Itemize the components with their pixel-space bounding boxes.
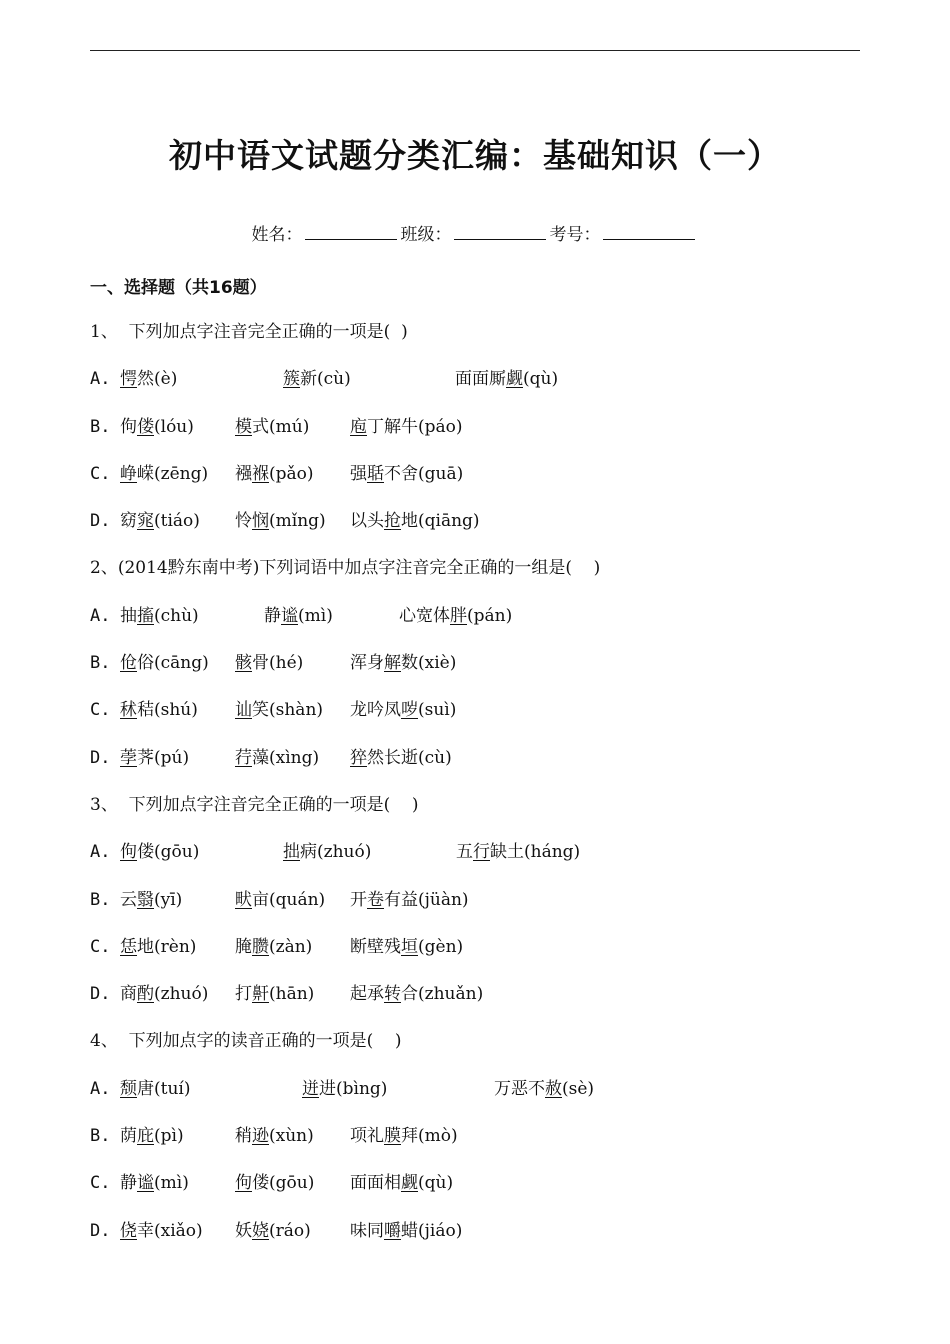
question-stem: 3、 下列加点字注音完全正确的一项是( ) — [90, 794, 419, 815]
word-text: 万恶不 — [494, 1078, 545, 1099]
name-label: 姓名： — [251, 225, 303, 245]
word-text: (mì) — [298, 605, 333, 626]
option-word — [235, 507, 350, 535]
answer-option[interactable] — [90, 460, 870, 507]
option-word — [120, 838, 283, 866]
option-word — [120, 744, 235, 772]
option-word — [120, 507, 235, 535]
option-word — [120, 1122, 235, 1150]
word-text: 强 — [350, 463, 367, 484]
option-label: B. — [90, 416, 111, 437]
marked-character: 娆 — [252, 1220, 269, 1241]
option-word — [120, 649, 235, 677]
marked-character: 颓 — [120, 1078, 137, 1099]
word-text: 荫 — [120, 1126, 137, 1147]
marked-character: 卷 — [367, 889, 384, 910]
option-word — [120, 1075, 302, 1103]
word-text: (pán) — [467, 605, 513, 626]
option-word — [494, 1075, 594, 1103]
word-text: (zhuó) — [154, 984, 209, 1005]
word-text: 项礼 — [350, 1126, 384, 1147]
option-word — [120, 933, 235, 961]
marked-character: 畎 — [235, 889, 252, 910]
word-text: 面面相 — [350, 1173, 401, 1194]
word-text: 窈 — [120, 511, 137, 532]
word-text: (pì) — [154, 1126, 184, 1147]
word-text: 开 — [350, 889, 367, 910]
marked-character: 窕 — [137, 511, 154, 532]
word-text: 地(qiāng) — [401, 511, 480, 532]
word-text: 然(è) — [137, 369, 178, 390]
word-text: 浑身 — [350, 653, 384, 674]
word-text: (mì) — [154, 1173, 189, 1194]
answer-option[interactable] — [90, 365, 870, 412]
word-text: (qù) — [418, 1173, 454, 1194]
option-word — [235, 413, 350, 441]
option-word — [283, 365, 455, 393]
marked-character: 讪 — [235, 700, 252, 721]
word-text: 藻(xìng) — [252, 747, 320, 768]
option-label: B. — [90, 1126, 111, 1147]
marked-character: 行 — [473, 842, 490, 863]
option-label: B. — [90, 653, 111, 674]
word-text: 地(rèn) — [137, 936, 197, 957]
word-text: 偻(gōu) — [137, 842, 200, 863]
option-word — [350, 507, 480, 535]
student-info — [0, 220, 950, 245]
option-word — [235, 1217, 350, 1245]
word-text: 唐(tuí) — [137, 1078, 191, 1099]
option-label: C. — [90, 936, 111, 957]
marked-character: 鼾 — [252, 984, 269, 1005]
answer-option[interactable] — [90, 1075, 870, 1122]
marked-character: 垣 — [401, 936, 418, 957]
word-text: 病(zhuó) — [300, 842, 372, 863]
word-text: (pǎo) — [269, 463, 314, 484]
marked-character: 愕 — [120, 369, 137, 390]
question-stem: 2、(2014黔东南中考)下列词语中加点字注音完全正确的一组是( ) — [90, 558, 601, 579]
word-text: 笑(shàn) — [252, 700, 324, 721]
word-text: (lóu) — [154, 416, 194, 437]
word-text: 嵘(zēng) — [137, 463, 209, 484]
answer-option[interactable] — [90, 838, 870, 885]
word-text: 缺土(háng) — [490, 842, 581, 863]
marked-character: 偻 — [137, 416, 154, 437]
marked-character: 翳 — [137, 889, 154, 910]
answer-option[interactable] — [90, 886, 870, 933]
option-word — [120, 460, 235, 488]
word-text: 以头 — [350, 511, 384, 532]
answer-option[interactable] — [90, 1122, 870, 1169]
word-text: (qù) — [523, 369, 559, 390]
option-word — [120, 1217, 235, 1245]
marked-character: 骸 — [235, 653, 252, 674]
option-word — [235, 649, 350, 677]
option-word — [120, 696, 235, 724]
option-word — [120, 1169, 235, 1197]
word-text: 妖 — [235, 1220, 252, 1241]
answer-option[interactable] — [90, 980, 870, 1027]
option-word — [350, 744, 452, 772]
answer-option[interactable] — [90, 933, 870, 980]
marked-character: 谧 — [137, 1173, 154, 1194]
option-word — [350, 460, 463, 488]
class-label: 班级： — [400, 225, 452, 245]
option-word — [350, 696, 456, 724]
word-text: (sè) — [562, 1078, 595, 1099]
marked-character: 庇 — [137, 1126, 154, 1147]
marked-character: 胖 — [450, 605, 467, 626]
word-text: 然长逝(cù) — [367, 747, 452, 768]
option-word — [235, 1169, 350, 1197]
word-text: 五 — [456, 842, 473, 863]
marked-character: 猝 — [350, 747, 367, 768]
word-text: (ráo) — [269, 1220, 311, 1241]
marked-character: 赦 — [545, 1078, 562, 1099]
option-label: D. — [90, 984, 111, 1005]
option-label: C. — [90, 1173, 111, 1194]
word-text: 有益(jüàn) — [384, 889, 469, 910]
option-word — [350, 1169, 453, 1197]
marked-character: 悯 — [252, 511, 269, 532]
name-blank[interactable] — [305, 223, 397, 240]
word-text: (gèn) — [418, 936, 464, 957]
option-word — [350, 980, 483, 1008]
marked-character: 聒 — [367, 463, 384, 484]
marked-character: 臜 — [252, 936, 269, 957]
word-text: 襁 — [235, 463, 252, 484]
word-text: 亩(quán) — [252, 889, 326, 910]
option-word — [350, 649, 456, 677]
answer-option[interactable] — [90, 1217, 870, 1264]
marked-character: 拙 — [283, 842, 300, 863]
word-text: 骨(hé) — [252, 653, 304, 674]
word-text: 抽 — [120, 605, 137, 626]
option-word — [120, 365, 283, 393]
answer-option[interactable] — [90, 744, 870, 791]
option-word — [235, 696, 350, 724]
marked-character: 恁 — [120, 936, 137, 957]
option-word — [120, 413, 235, 441]
word-text: 静 — [264, 605, 281, 626]
word-text: 断壁残 — [350, 936, 401, 957]
marked-character: 荸 — [120, 747, 137, 768]
option-word — [283, 838, 456, 866]
marked-character: 膜 — [384, 1126, 401, 1147]
word-text: (hān) — [269, 984, 315, 1005]
option-label: A. — [90, 1078, 111, 1099]
option-label: A. — [90, 605, 111, 626]
option-word — [350, 886, 469, 914]
marked-character: 搐 — [137, 605, 154, 626]
option-word — [120, 886, 235, 914]
marked-character: 逊 — [252, 1126, 269, 1147]
option-word — [350, 413, 463, 441]
word-text: (zàn) — [269, 936, 313, 957]
marked-character: 谧 — [281, 605, 298, 626]
word-text: (suì) — [418, 700, 457, 721]
word-text: 起承 — [350, 984, 384, 1005]
option-word — [235, 744, 350, 772]
option-word — [120, 602, 264, 630]
section-heading: 一、选择题（共16题） — [90, 278, 267, 298]
word-text: (yī) — [154, 889, 183, 910]
marked-character: 荇 — [235, 747, 252, 768]
answer-option[interactable] — [90, 602, 870, 649]
word-text: (chù) — [154, 605, 199, 626]
option-word — [235, 1122, 350, 1150]
word-text: 面面厮 — [455, 369, 506, 390]
marked-character: 佝 — [235, 1173, 252, 1194]
word-text: 心宽体 — [399, 605, 450, 626]
option-word — [235, 460, 350, 488]
word-text: 秸(shú) — [137, 700, 198, 721]
word-text: 稍 — [235, 1126, 252, 1147]
word-text: 蜡(jiáo) — [401, 1220, 463, 1241]
option-word — [264, 602, 399, 630]
page-title: 初中语文试题分类汇编：基础知识（一） — [169, 136, 781, 175]
option-label: D. — [90, 1220, 111, 1241]
word-text: 味同 — [350, 1220, 384, 1241]
marked-character: 侥 — [120, 1220, 137, 1241]
word-text: 不舍(guā) — [384, 463, 464, 484]
word-text: 静 — [120, 1173, 137, 1194]
word-text: 云 — [120, 889, 137, 910]
option-word — [120, 980, 235, 1008]
marked-character: 佝 — [120, 842, 137, 863]
word-text: 打 — [235, 984, 252, 1005]
question-list — [90, 318, 870, 1264]
marked-character: 模 — [235, 416, 252, 437]
option-label: B. — [90, 889, 111, 910]
marked-character: 迸 — [302, 1078, 319, 1099]
word-text: 数(xiè) — [401, 653, 457, 674]
word-text: 怜 — [235, 511, 252, 532]
option-label: C. — [90, 700, 111, 721]
word-text: (tiáo) — [154, 511, 200, 532]
marked-character: 簇 — [283, 369, 300, 390]
question-stem: 1、 下列加点字注音完全正确的一项是( ) — [90, 322, 408, 342]
question-stem: 4、 下列加点字的读音正确的一项是( ) — [90, 1031, 402, 1052]
marked-character: 解 — [384, 653, 401, 674]
word-text: (mǐng) — [269, 511, 326, 532]
word-text: 腌 — [235, 936, 252, 957]
header-rule — [90, 50, 860, 51]
marked-character: 峥 — [120, 463, 137, 484]
class-blank[interactable] — [454, 223, 546, 240]
word-text: 佝 — [120, 416, 137, 437]
option-label: D. — [90, 747, 111, 768]
answer-option[interactable] — [90, 649, 870, 696]
option-word — [235, 980, 350, 1008]
marked-character: 酌 — [137, 984, 154, 1005]
option-word — [235, 886, 350, 914]
marked-character: 哕 — [401, 700, 418, 721]
word-text: 荠(pú) — [137, 747, 190, 768]
word-text: 偻(gōu) — [252, 1173, 315, 1194]
option-word — [302, 1075, 494, 1103]
option-word — [350, 933, 463, 961]
marked-character: 秫 — [120, 700, 137, 721]
marked-character: 转 — [384, 984, 401, 1005]
word-text: 丁解牛(páo) — [367, 416, 463, 437]
word-text: (xùn) — [269, 1126, 314, 1147]
answer-option[interactable] — [90, 696, 870, 743]
option-word — [456, 838, 580, 866]
word-text: 俗(cāng) — [137, 653, 209, 674]
id-blank[interactable] — [603, 223, 695, 240]
word-text: 进(bìng) — [319, 1078, 388, 1099]
marked-character: 褓 — [252, 463, 269, 484]
option-label: A. — [90, 369, 111, 390]
word-text: 龙吟凤 — [350, 700, 401, 721]
answer-option[interactable] — [90, 413, 870, 460]
option-label: A. — [90, 842, 111, 863]
option-label: D. — [90, 511, 111, 532]
marked-character: 觑 — [401, 1173, 418, 1194]
marked-character: 觑 — [506, 369, 523, 390]
marked-character: 抢 — [384, 511, 401, 532]
word-text: 商 — [120, 984, 137, 1005]
option-word — [399, 602, 512, 630]
marked-character: 嚼 — [384, 1220, 401, 1241]
word-text: 拜(mò) — [401, 1126, 458, 1147]
option-word — [455, 365, 558, 393]
word-text: 合(zhuǎn) — [401, 984, 484, 1005]
option-word — [235, 933, 350, 961]
answer-option[interactable] — [90, 507, 870, 554]
id-label: 考号： — [549, 225, 601, 245]
option-label: C. — [90, 463, 111, 484]
word-text: 式(mú) — [252, 416, 310, 437]
marked-character: 伧 — [120, 653, 137, 674]
option-word — [350, 1217, 462, 1245]
marked-character: 庖 — [350, 416, 367, 437]
word-text: 新(cù) — [300, 369, 351, 390]
option-word — [350, 1122, 458, 1150]
word-text: 幸(xiǎo) — [137, 1220, 203, 1241]
answer-option[interactable] — [90, 1169, 870, 1216]
